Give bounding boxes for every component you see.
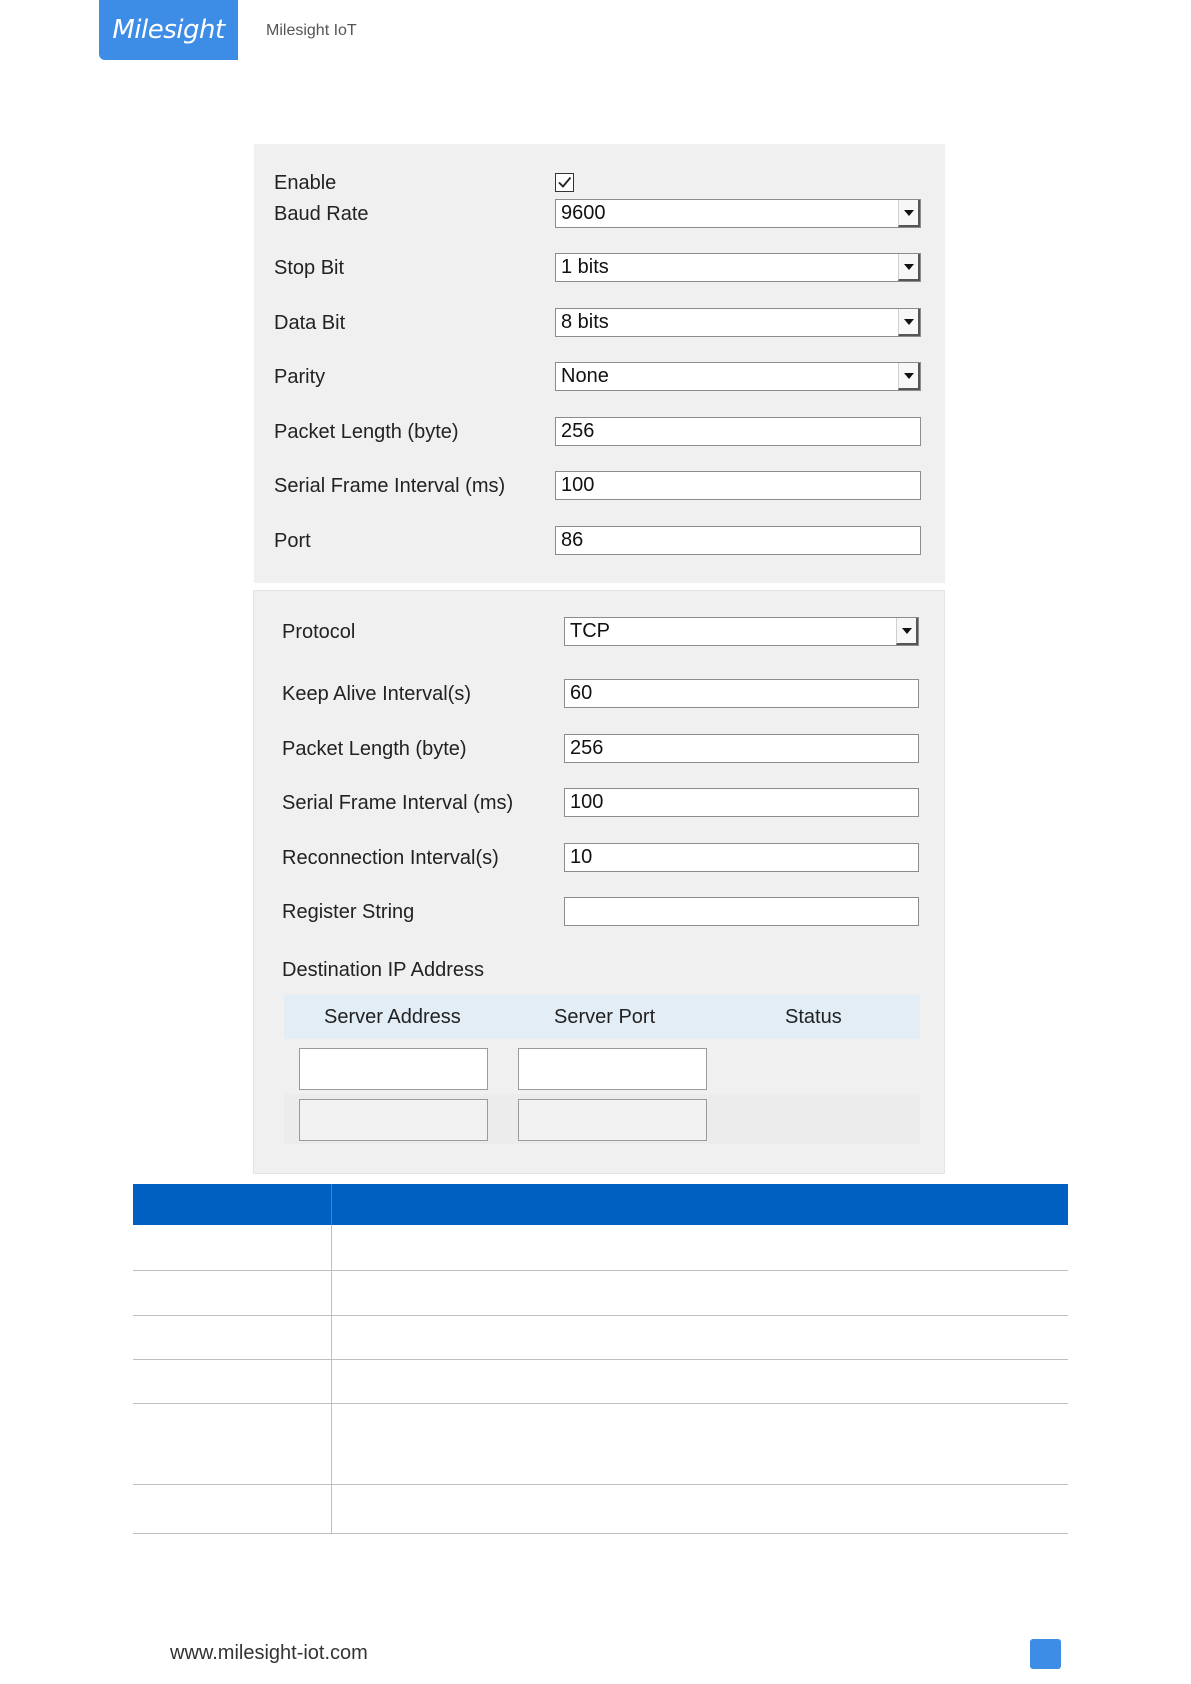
serial-frame-interval-row [254,469,945,503]
stop-bit-select[interactable] [555,253,921,282]
chevron-down-icon[interactable] [898,309,920,336]
server-address-input[interactable] [299,1099,488,1141]
tcp-serial-frame-interval-row [254,786,944,820]
chevron-down-icon[interactable] [898,200,920,227]
column-divider [331,1225,332,1270]
packet-length-label: Packet Length (byte) [274,421,459,443]
protocol-row [254,615,944,649]
page-number-badge [1030,1639,1061,1669]
port-label: Port [274,530,311,552]
table-row [133,1485,1068,1534]
parity-value: None [561,365,609,387]
column-divider [331,1184,332,1225]
keep-alive-label: Keep Alive Interval(s) [282,683,471,705]
serial-settings-panel [254,144,945,583]
description-table [133,1184,1068,1534]
tcp-serial-frame-interval-input[interactable]: 100 [564,788,919,817]
ip-table-row [284,1094,920,1144]
table-row [133,1271,1068,1316]
data-bit-value: 8 bits [561,311,609,333]
destination-ip-label: Destination IP Address [282,959,484,981]
register-string-row [254,895,944,929]
keep-alive-input[interactable]: 60 [564,679,919,708]
tcp-packet-length-label: Packet Length (byte) [282,738,467,760]
header-title: Milesight IoT [266,22,357,39]
stop-bit-label: Stop Bit [274,257,345,279]
table-row [133,1225,1068,1271]
tcp-packet-length-row [254,732,944,766]
description-table-header [133,1184,1068,1225]
baud-rate-row [254,197,945,231]
server-port-input[interactable] [518,1048,707,1090]
tcp-serial-frame-interval-label: Serial Frame Interval (ms) [282,792,514,814]
protocol-value: TCP [570,620,610,642]
column-divider [331,1271,332,1315]
register-string-input[interactable] [564,897,919,926]
column-divider [331,1485,332,1533]
brand-logo-text: Milesight [112,15,225,45]
chevron-down-icon[interactable] [898,363,920,390]
reconnection-interval-input[interactable]: 10 [564,843,919,872]
baud-rate-label: Baud Rate [274,203,369,225]
checkmark-icon [556,174,573,191]
data-bit-row [254,306,945,340]
column-divider [331,1316,332,1359]
enable-checkbox[interactable] [555,173,574,192]
stop-bit-value: 1 bits [561,256,609,278]
table-row [133,1316,1068,1360]
brand-logo [99,0,238,60]
parity-row [254,360,945,394]
parity-select[interactable] [555,362,921,391]
table-row [133,1404,1068,1485]
server-port-input[interactable] [518,1099,707,1141]
parity-label: Parity [274,366,326,388]
reconnection-interval-label: Reconnection Interval(s) [282,847,499,869]
server-address-input[interactable] [299,1048,488,1090]
column-header-server-address: Server Address [324,1006,461,1028]
port-row [254,524,945,558]
reconnection-interval-row [254,841,944,875]
keep-alive-row [254,677,944,711]
baud-rate-value: 9600 [561,202,606,224]
tcp-packet-length-input[interactable]: 256 [564,734,919,763]
serial-frame-interval-label: Serial Frame Interval (ms) [274,475,506,497]
protocol-label: Protocol [282,621,356,643]
protocol-select[interactable] [564,617,919,646]
packet-length-row [254,415,945,449]
column-divider [331,1360,332,1403]
port-input[interactable]: 86 [555,526,921,555]
packet-length-input[interactable]: 256 [555,417,921,446]
ip-table-header [284,995,920,1039]
data-bit-label: Data Bit [274,312,346,334]
register-string-label: Register String [282,901,415,923]
baud-rate-select[interactable] [555,199,921,228]
enable-label: Enable [274,172,337,194]
stop-bit-row [254,251,945,285]
chevron-down-icon[interactable] [898,254,920,281]
serial-frame-interval-input[interactable]: 100 [555,471,921,500]
enable-row [254,166,945,200]
column-divider [331,1404,332,1484]
column-header-status: Status [785,1006,842,1028]
ip-table-row [284,1043,920,1093]
protocol-settings-panel [253,590,945,1174]
table-row [133,1360,1068,1404]
column-header-server-port: Server Port [554,1006,656,1028]
footer-url: www.milesight-iot.com [170,1642,368,1664]
data-bit-select[interactable] [555,308,921,337]
chevron-down-icon[interactable] [896,618,918,645]
